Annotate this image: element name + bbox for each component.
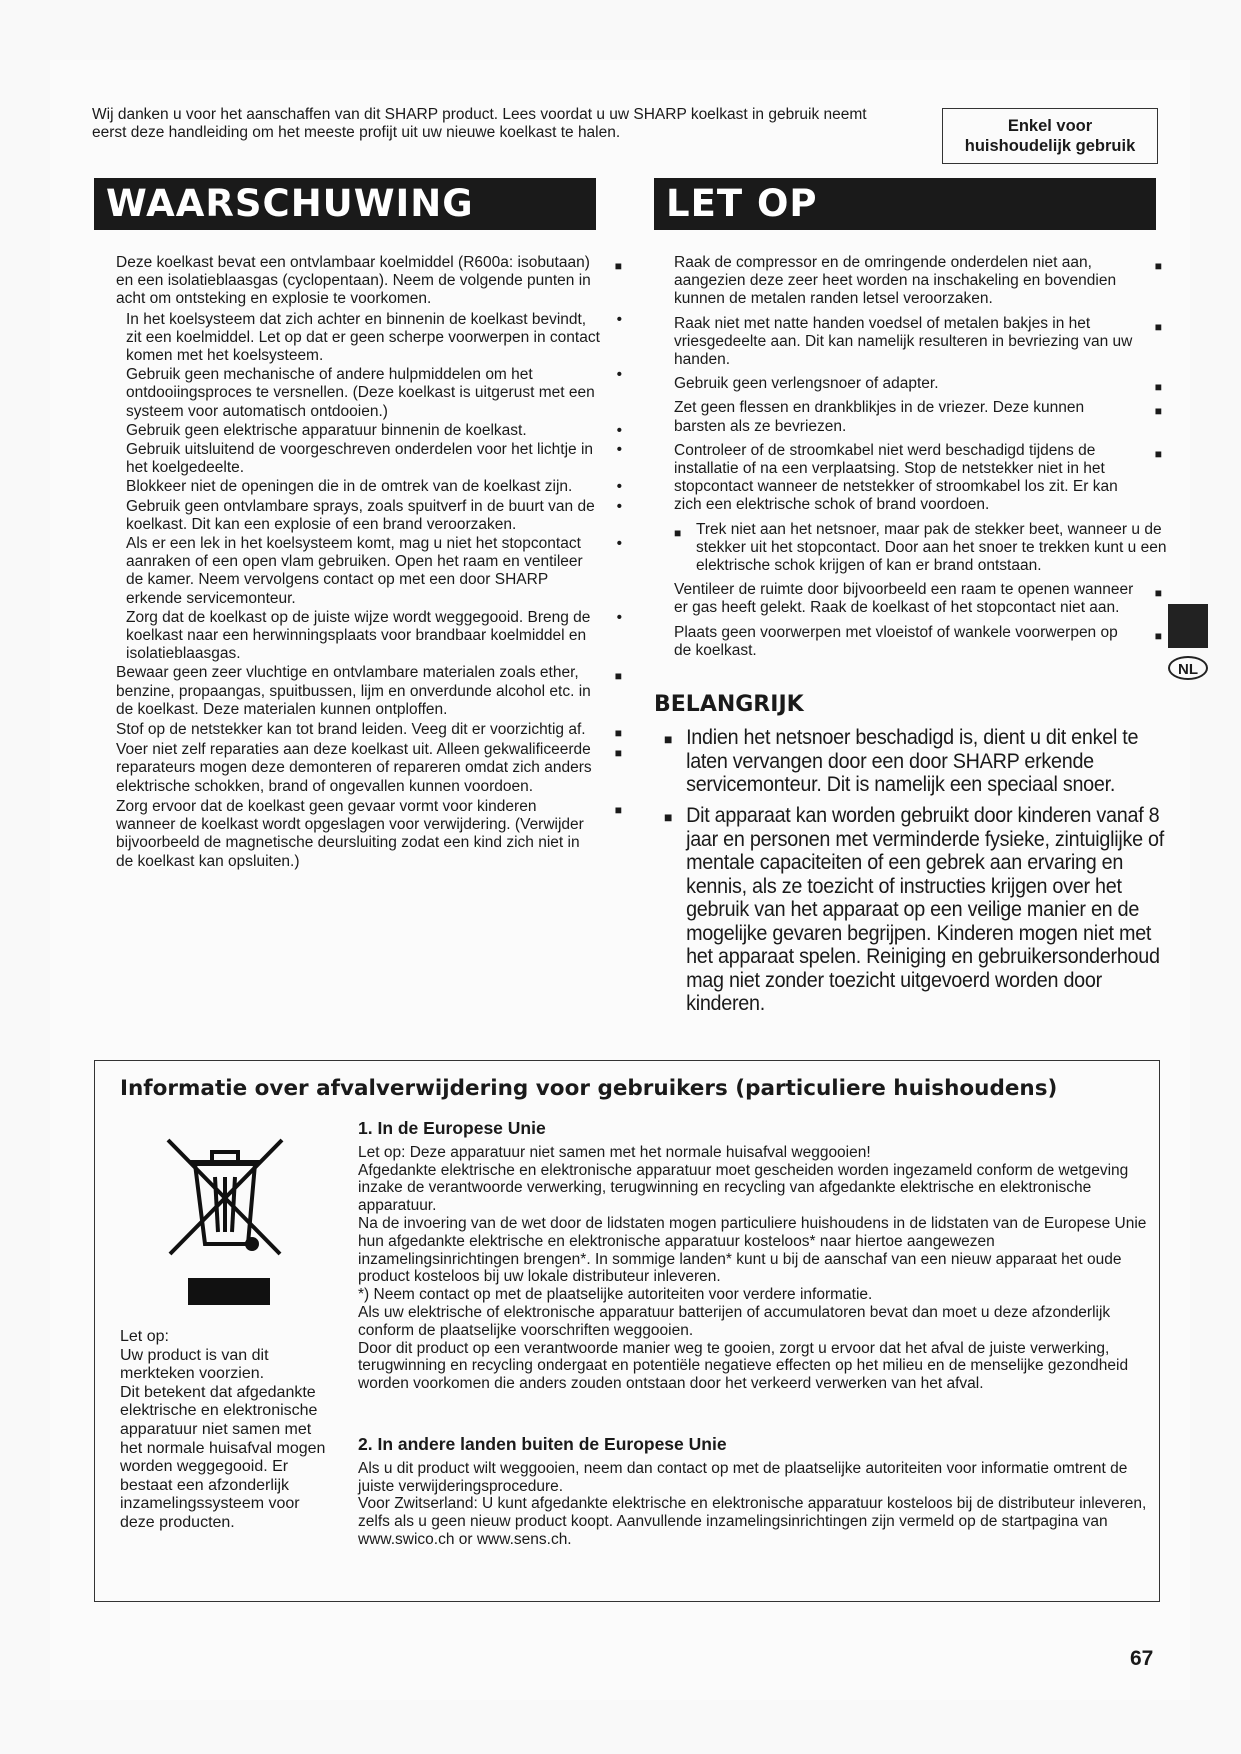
bullet-dot-icon: • [616, 441, 622, 459]
household-use-line-1: Enkel voor [1007, 117, 1093, 135]
warning-column [116, 254, 626, 873]
item-text: In het koelsysteem dat zich achter en binnenin de koelkast bevindt, zit een koelmiddel. Let op dat er geen scherpe voorwerpen in contact komen met het koelsysteem. [126, 310, 600, 365]
caution-item [674, 442, 1168, 515]
warning-sub-item [116, 609, 626, 664]
bullet-dot-icon: • [616, 497, 622, 515]
item-text: Bewaar geen zeer vluchtige en ontvlambare materialen zoals ether, benzine, propaangas, spuitbussen, lijm en onverdunde alcohol etc. in de koelkast. Deze materialen kunnen ontploffen. [116, 664, 591, 718]
item-text: Zet geen flessen en drankblikjes in de vriezer. Deze kunnen barsten als ze bevriezen. [674, 399, 1085, 435]
warning-item [116, 721, 626, 739]
bullet-dot-icon: • [616, 608, 622, 626]
bullet-square-icon: ■ [674, 525, 682, 540]
warning-item [116, 741, 626, 796]
item-text: Gebruik uitsluitend de voorgeschreven onderdelen voor het lichtje in het koelgedeelte. [126, 441, 594, 477]
warning-sub-item [116, 422, 626, 440]
item-text: Zorg ervoor dat de koelkast geen gevaar vormt voor kinderen wanneer de koelkast wordt opgeslagen voor verwijdering. (Verwijder bijvoorbeeld de magnetische deursluiting zodat een kind zich niet in de koelkast kan opsluiten.) [116, 797, 584, 870]
caution-column [674, 254, 1168, 666]
item-text: Gebruik geen elektrische apparatuur binnenin de koelkast. [126, 421, 527, 439]
eu-section [358, 1120, 1148, 1393]
bullet-dot-icon: • [616, 310, 622, 328]
bullet-square-icon: ■ [1154, 586, 1162, 601]
important-item-text: Dit apparaat kan worden gebruikt door kinderen vanaf 8 jaar en personen met verminderde fysieke, zintuiglijke of mentale capaciteiten of een gebrek aan ervaring en kennis, als ze toezicht of instructies krijgen over het gebruik van het apparaat op een veilige manier en de mogelijke gevaren begrijpen. Kinderen mogen niet met het apparaat spelen. Reiniging en gebruikersonderhoud mag niet zonder toezicht uitgevoerd worden door kinderen. [686, 803, 1165, 1015]
bullet-dot-icon: • [616, 366, 622, 384]
item-text: Gebruik geen verlengsnoer of adapter. [674, 375, 939, 393]
important-item-2 [664, 803, 1165, 1016]
warning-sub-item [116, 535, 626, 608]
item-text: Ventileer de ruimte door bijvoorbeeld een raam te openen wanneer er gas heeft gelekt. Raak de koelkast of het stopcontact niet aan. [674, 581, 1134, 617]
bullet-square-icon: ■ [1154, 259, 1162, 273]
warning-sub-item [116, 498, 626, 534]
section-tab-marker [1168, 604, 1208, 648]
language-badge: NL [1168, 656, 1208, 680]
item-text: Gebruik geen mechanische of andere hulpmiddelen om het ontdooiingsproces te versnellen. (Deze koelkast is uitgerust met een systeem voor automatisch ontdooien.) [126, 366, 595, 420]
bullet-square-icon: ■ [614, 669, 622, 684]
bullet-dot-icon: • [616, 478, 622, 496]
bullet-dot-icon: • [616, 535, 622, 553]
eu-text: Let op: Deze apparatuur niet samen met het normale huisafval weggooien! Afgedankte elektrische en elektronische apparatuur moet gescheiden worden ingezameld conform de wetgeving inzake de verantwoorde verwerking, terugwinning en recycling van afgedankte elektrische en elektronische apparatuur. Na de invoering van de wet door de lidstaten mogen particuliere huishoudens in de lidstaten van de Europese Unie hun afgedankte elektrische en elektronische apparatuur kosteloos* naar hiertoe aangewezen inzamelingsinrichtingen brengen*. In sommige landen* kunt u bij de aanschaf van een nieuw apparaat het oude product kosteloos bij uw lokale distributeur inleveren. *) Neem contact op met de plaatselijke autoriteiten voor verdere informatie. Als uw elektrische of elektronische apparatuur batterijen of accumulatoren bevat dan moet u deze afzonderlijk conform de plaatselijke voorschriften weggooien. Door dit product op een verantwoorde manier weg te gooien, zorgt u ervoor dat het afval de juiste verwerking, terugwinning en recycling ondergaat en potentiële negatieve effecten op het milieu en de menselijke gezondheid worden voorkomen die anders zouden ontstaan door het verkeerd verwerken van het afval. [358, 1143, 1147, 1393]
disposal-note: Let op: Uw product is van dit merkteken voorzien. Dit betekent dat afgedankte elektrische en elektronische apparatuur niet samen met het normale huisafval mogen worden weggegooid. Er bestaat een afzonderlijk inzamelingssysteem voor deze producten. [120, 1328, 326, 1531]
bullet-square-icon: ■ [1154, 446, 1162, 461]
warning-sub-item [116, 478, 626, 496]
caution-item [674, 581, 1168, 617]
bullet-square-icon: ■ [614, 746, 622, 761]
warning-banner: WAARSCHUWING [94, 178, 596, 230]
warning-sub-item [116, 311, 626, 366]
bullet-square-icon: ■ [664, 731, 673, 747]
other-countries-section [358, 1436, 1148, 1549]
bullet-square-icon: ■ [1154, 319, 1162, 334]
item-text: Voer niet zelf reparaties aan deze koelkast uit. Alleen gekwalificeerde reparateurs mogen deze demonteren of repareren omdat zich anders elektrische schokken, brand of ongevallen kunnen voordoen. [116, 741, 592, 795]
bullet-square-icon: ■ [664, 809, 673, 825]
bullet-square-icon: ■ [1154, 404, 1162, 419]
intro-text: Wij danken u voor het aanschaffen van dit SHARP product. Lees voordat u uw SHARP koelkast in gebruik neemt eerst deze handleiding om het meeste profijt uit uw nieuwe koelkast te halen. [92, 106, 867, 141]
item-text: Zorg dat de koelkast op de juiste wijze wordt weggegooid. Breng de koelkast naar een herwinningsplaats voor brandbaar koelmiddel en isolatieblaasgas. [126, 608, 591, 663]
crossed-out-wheelie-bin-icon [160, 1132, 290, 1262]
caution-item [674, 254, 1168, 309]
other-countries-text: Als u dit product wilt weggooien, neem dan contact op met de plaatselijke autoriteiten voor informatie omtrent de juiste verwijderingsprocedure. Voor Zwitserland: U kunt afgedankte elektrische en elektronische apparatuur kosteloos bij de distributeur inleveren, zelfs als u geen nieuw product koopt. Aanvullende inzamelingsinrichtingen zijn vermeld op de startpagina van www.swico.ch or www.sens.ch. [358, 1459, 1147, 1548]
caution-item [674, 521, 1168, 576]
item-text: Raak de compressor en de omringende onderdelen niet aan, aangezien deze zeer heet worden na inschakeling en bovendien kunnen de metalen randen letsel veroorzaken. [674, 254, 1117, 308]
bullet-square-icon: ■ [1154, 380, 1162, 395]
eu-heading: 1. In de Europese Unie [358, 1118, 546, 1138]
other-countries-heading: 2. In andere landen buiten de Europese Unie [358, 1434, 727, 1454]
important-item-text: Indien het netsnoer beschadigd is, dient u dit enkel te laten vervangen door een door SHARP erkende servicemonteur. Dit is namelijk een speciaal snoer. [686, 725, 1139, 796]
warning-item [116, 798, 626, 871]
bullet-square-icon: ■ [614, 259, 622, 273]
disposal-title: Informatie over afvalverwijdering voor gebruikers (particuliere huishoudens) [120, 1076, 1058, 1101]
caution-item [674, 399, 1168, 435]
item-text: Gebruik geen ontvlambare sprays, zoals spuitverf in de buurt van de koelkast. Dit kan een explosie of een brand veroorzaken. [126, 497, 595, 533]
warning-lead [116, 254, 626, 309]
page-number: 67 [1130, 1647, 1154, 1670]
warning-item [116, 664, 626, 719]
warning-sub-item [116, 441, 626, 477]
caution-item [674, 375, 1168, 393]
caution-item-text: Trek niet aan het netsnoer, maar pak de stekker beet, wanneer u de stekker uit het stopcontact. Door aan het snoer te trekken kunt u een elektrische schok krijgen of kan er brand ontstaan. [696, 520, 1167, 575]
bullet-square-icon: ■ [614, 802, 622, 817]
bullet-square-icon: ■ [1154, 628, 1162, 643]
item-text: Stof op de netstekker kan tot brand leiden. Veeg dit er voorzichtig af. [116, 721, 586, 739]
item-text: Plaats geen voorwerpen met vloeistof of wankele voorwerpen op de koelkast. [674, 623, 1118, 659]
item-text: Controleer of de stroomkabel niet werd beschadigd tijdens de installatie of na een verplaatsing. Stop de netstekker niet in het stopcontact wanneer de netstekker of stroomkabel los zit. Er kan zich een elektrische schok of brand voordoen. [674, 441, 1118, 514]
household-use-line-2: huishoudelijk gebruik [964, 137, 1136, 155]
bullet-dot-icon: • [616, 421, 622, 439]
important-item-1 [664, 726, 1154, 797]
caution-banner: LET OP [654, 178, 1156, 230]
caution-item [674, 624, 1168, 660]
item-text: Als er een lek in het koelsysteem komt, mag u niet het stopcontact aanraken of een open vlam gebruiken. Open het raam en ventileer de kamer. Neem vervolgens contact op met een door SHARP erkende servicemonteur. [126, 535, 583, 607]
household-use-box [942, 108, 1158, 164]
bullet-square-icon: ■ [614, 726, 622, 741]
black-bar-marker [188, 1278, 270, 1305]
important-heading: BELANGRIJK [654, 692, 804, 717]
caution-item [674, 315, 1168, 370]
warning-lead-text: Deze koelkast bevat een ontvlambaar koelmiddel (R600a: isobutaan) en een isolatieblaasgas (cyclopentaan). Neem de volgende punten in acht om ontsteking en explosie te voorkomen. [116, 254, 591, 308]
item-text: Raak niet met natte handen voedsel of metalen bakjes in het vriesgedeelte aan. Dit kan namelijk resulteren in bevriezing van uw handen. [674, 314, 1133, 369]
item-text: Blokkeer niet de openingen die in de omtrek van de koelkast zijn. [126, 478, 573, 496]
warning-sub-item [116, 366, 626, 421]
